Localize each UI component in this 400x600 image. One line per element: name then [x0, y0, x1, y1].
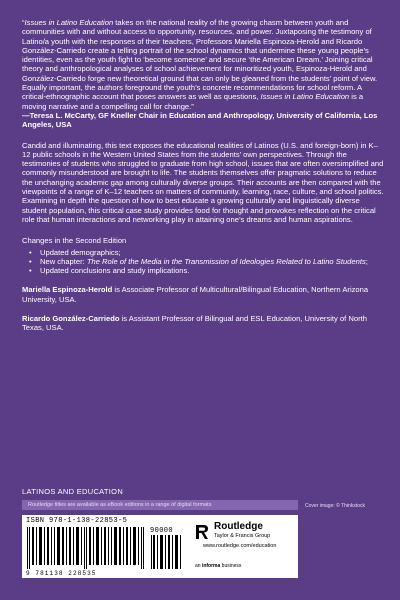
publisher-url[interactable]: www.routledge.com/education	[203, 543, 277, 549]
author-bio	[22, 314, 384, 333]
back-cover-text	[22, 14, 384, 333]
changes-list-item: • Updated conclusions and study implications.	[40, 266, 384, 275]
changes-list-item: • New chapter: The Role of the Media in the Transmission of Ideologies Related to Latino Students;	[40, 257, 384, 266]
ean-digits: 9 781138 228535	[26, 570, 97, 577]
informa-tagline: an informa business	[195, 563, 242, 569]
price-code: 90000	[150, 527, 174, 535]
barcode-panel	[22, 515, 187, 578]
cover-image-credit: Cover image: © Thinkstock	[305, 503, 366, 509]
isbn-text: ISBN 978-1-138-22853-5	[26, 517, 128, 525]
publisher-name: Routledge	[214, 521, 263, 532]
author-affiliation: is Assistant Professor of Bilingual and ESL Education, University of North Texas, USA.	[22, 314, 367, 333]
publisher-group: Taylor & Francis Group	[214, 533, 271, 539]
author-name: Ricardo González-Carriedo	[22, 314, 120, 324]
changes-list	[22, 248, 384, 276]
routledge-logo-icon	[195, 524, 209, 540]
changes-list-item: • Updated demographics;	[40, 248, 384, 257]
author-bio	[22, 285, 384, 304]
book-description: Candid and illuminating, this text exposes the educational realities of Latinos (U.S. and foreign-born) in K–12 public schools in the Western United States from the students’ own perspectives. Through the testimonies of students who struggled to graduate from high school, issues that are often oversimplified and commonly misunderstood are brought to life. The students themselves offer pragmatic solutions to reduce the unchanging academic gap among culturally diverse groups. Their accounts are then compared with the viewpoints of a range of K–12 teachers on matters of community, learning, race, culture, and school politics. Examining in depth the question of how to best educate a growing culturally and linguistically diverse student population, this critical case study provides food for thought and provokes reflection on the critical role that human interactions and networking play in attaining one’s dreams and human aspirations.	[22, 140, 384, 224]
endorsement-quote: “Issues in Latino Education takes on the national reality of the growing chasm between youth and communities with and without access to opportunity, resources, and power. Juxtaposing the testimony of Latino/a youth with the responses of their teachers, Professors Mariella Espinoza-Herold and Ricardo González-Carriedo create a telling portrait of the school dynamics that undermine these young people’s identities, even as the youth fight to ‘become someone’ and secure ‘the American Dream.’ Joining critical theory and anthropological analyses of school achievement for minoritized youth, Espinoza-Herold and González-Carriedo forge new theoretical ground that can only be gleaned from the students’ point of view. Equally important, the authors foreground the youth’s concrete recommendations for school reform. A critical-ethnographic account that poses answers as well as questions, Issues in Latino Education is a moving narrative and a compelling call for change.”	[22, 18, 378, 111]
price-barcode	[150, 535, 182, 569]
publisher-panel	[187, 515, 298, 578]
ebook-notice-bar: Routledge titles are available as eBook editions in a range of digital formats	[22, 500, 298, 510]
changes-title: Changes in the Second Edition	[22, 236, 127, 246]
ean-barcode	[26, 527, 146, 569]
series-name: LATINOS AND EDUCATION	[22, 487, 124, 496]
author-affiliation: is Associate Professor of Multicultural/Bilingual Education, Northern Arizona University, USA.	[22, 285, 369, 304]
author-name: Mariella Espinoza-Herold	[22, 285, 113, 295]
endorsement-attribution: —Teresa L. McCarty, GF Kneller Chair in Education and Anthropology, University of California, Los Angeles, USA	[22, 110, 378, 130]
